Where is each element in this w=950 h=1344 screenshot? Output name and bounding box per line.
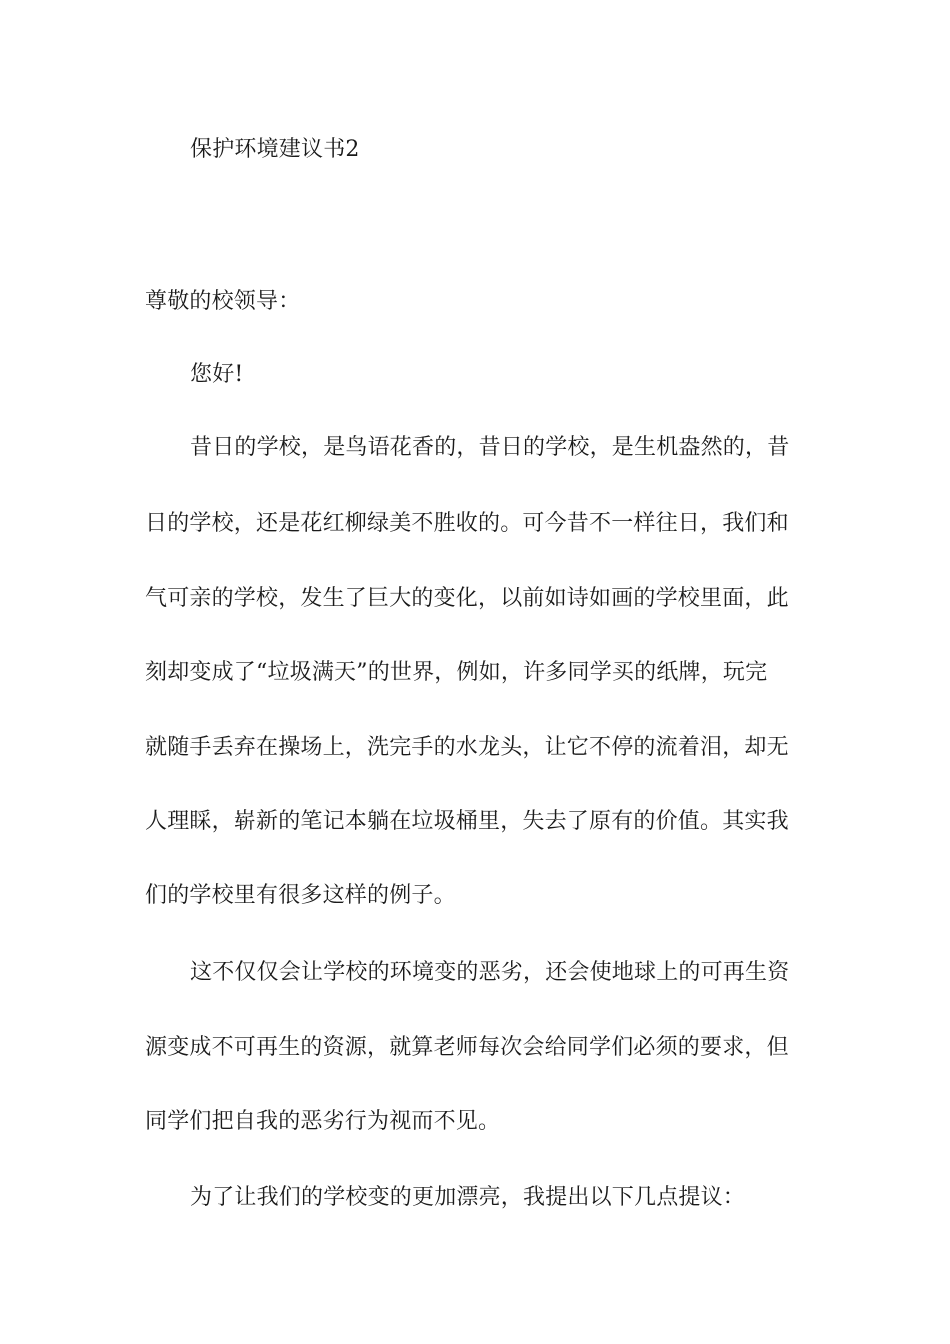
paragraph-line: 就随手丢弃在操场上，洗完手的水龙头，让它不停的流着泪，却无 — [145, 735, 789, 760]
paragraph-line: 源变成不可再生的资源，就算老师每次会给同学们必须的要求，但 — [145, 1035, 789, 1060]
paragraph-line: 日的学校，还是花红柳绿美不胜收的。可今昔不一样往日，我们和 — [145, 511, 789, 536]
document-title: 保护环境建议书2 — [190, 137, 360, 162]
paragraph-line: 昔日的学校，是鸟语花香的，昔日的学校，是生机盎然的，昔 — [190, 435, 790, 460]
paragraph-line: 刻却变成了“垃圾满天”的世界，例如，许多同学买的纸牌，玩完 — [145, 660, 768, 685]
paragraph-line: 这不仅仅会让学校的环境变的恶劣，还会使地球上的可再生资 — [190, 960, 790, 985]
paragraph-line: 为了让我们的学校变的更加漂亮，我提出以下几点提议： — [190, 1185, 746, 1210]
salutation: 尊敬的校领导： — [145, 289, 301, 314]
paragraph-line: 们的学校里有很多这样的例子。 — [145, 883, 456, 908]
greeting: 您好! — [190, 362, 244, 387]
paragraph-line: 气可亲的学校，发生了巨大的变化，以前如诗如画的学校里面，此 — [145, 586, 789, 611]
paragraph-line: 人理睬，崭新的笔记本躺在垃圾桶里，失去了原有的价值。其实我 — [145, 809, 789, 834]
paragraph-line: 同学们把自我的恶劣行为视而不见。 — [145, 1109, 501, 1134]
